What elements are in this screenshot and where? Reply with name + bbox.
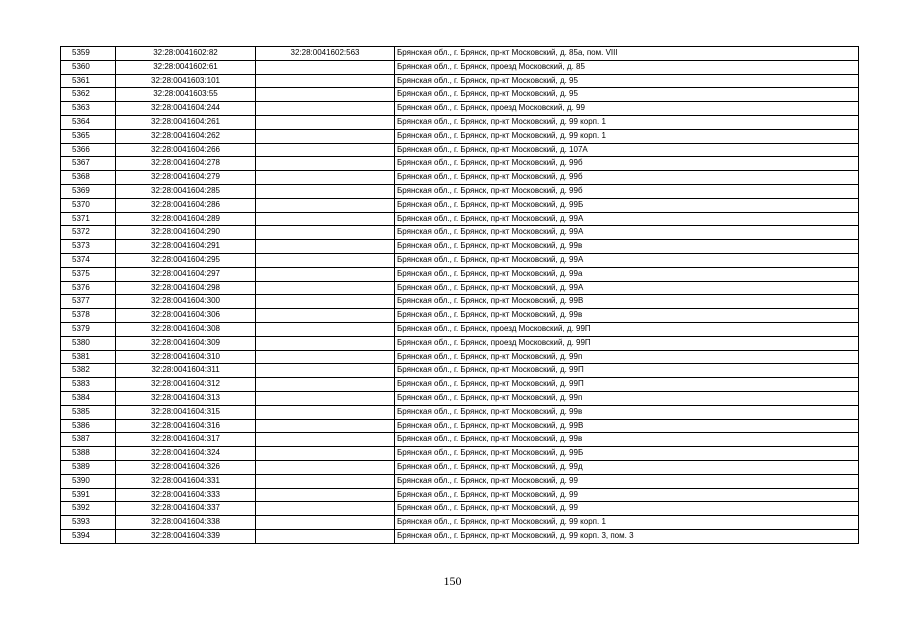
address-cell: Брянская обл., г. Брянск, проезд Московский, д. 85 bbox=[395, 60, 859, 74]
row-number-cell: 5377 bbox=[61, 295, 116, 309]
parent-cadastral-number-cell bbox=[256, 295, 395, 309]
row-number-cell: 5364 bbox=[61, 115, 116, 129]
address-cell: Брянская обл., г. Брянск, пр-кт Московский, д. 99в bbox=[395, 433, 859, 447]
parent-cadastral-number-cell bbox=[256, 143, 395, 157]
cadastral-number-cell: 32:28:0041604:306 bbox=[116, 309, 256, 323]
address-cell: Брянская обл., г. Брянск, пр-кт Московский, д. 99В bbox=[395, 419, 859, 433]
table-row bbox=[61, 322, 859, 336]
address-cell: Брянская обл., г. Брянск, пр-кт Московский, д. 95 bbox=[395, 88, 859, 102]
row-number-cell: 5359 bbox=[61, 47, 116, 61]
row-number-cell: 5391 bbox=[61, 488, 116, 502]
table-row bbox=[61, 253, 859, 267]
cadastral-number-cell: 32:28:0041604:313 bbox=[116, 391, 256, 405]
table-row bbox=[61, 350, 859, 364]
row-number-cell: 5380 bbox=[61, 336, 116, 350]
address-cell: Брянская обл., г. Брянск, пр-кт Московский, д. 95 bbox=[395, 74, 859, 88]
address-cell: Брянская обл., г. Брянск, пр-кт Московский, д. 99А bbox=[395, 253, 859, 267]
address-cell: Брянская обл., г. Брянск, пр-кт Московский, д. 99А bbox=[395, 212, 859, 226]
row-number-cell: 5384 bbox=[61, 391, 116, 405]
cadastral-number-cell: 32:28:0041603:101 bbox=[116, 74, 256, 88]
parent-cadastral-number-cell bbox=[256, 460, 395, 474]
cadastral-number-cell: 32:28:0041604:308 bbox=[116, 322, 256, 336]
parent-cadastral-number-cell bbox=[256, 474, 395, 488]
parent-cadastral-number-cell bbox=[256, 281, 395, 295]
registry-table-body bbox=[61, 47, 859, 544]
address-cell: Брянская обл., г. Брянск, пр-кт Московский, д. 99 корп. 1 bbox=[395, 115, 859, 129]
parent-cadastral-number-cell bbox=[256, 364, 395, 378]
cadastral-number-cell: 32:28:0041604:315 bbox=[116, 405, 256, 419]
parent-cadastral-number-cell bbox=[256, 88, 395, 102]
row-number-cell: 5387 bbox=[61, 433, 116, 447]
parent-cadastral-number-cell bbox=[256, 405, 395, 419]
row-number-cell: 5365 bbox=[61, 129, 116, 143]
parent-cadastral-number-cell bbox=[256, 60, 395, 74]
address-cell: Брянская обл., г. Брянск, пр-кт Московский, д. 99 bbox=[395, 502, 859, 516]
table-row bbox=[61, 171, 859, 185]
table-row bbox=[61, 474, 859, 488]
table-row bbox=[61, 88, 859, 102]
cadastral-number-cell: 32:28:0041604:311 bbox=[116, 364, 256, 378]
table-row bbox=[61, 267, 859, 281]
parent-cadastral-number-cell bbox=[256, 391, 395, 405]
cadastral-number-cell: 32:28:0041604:291 bbox=[116, 240, 256, 254]
cadastral-number-cell: 32:28:0041604:338 bbox=[116, 516, 256, 530]
address-cell: Брянская обл., г. Брянск, пр-кт Московский, д. 99Б bbox=[395, 447, 859, 461]
address-cell: Брянская обл., г. Брянск, пр-кт Московский, д. 99а bbox=[395, 267, 859, 281]
row-number-cell: 5392 bbox=[61, 502, 116, 516]
parent-cadastral-number-cell bbox=[256, 157, 395, 171]
row-number-cell: 5389 bbox=[61, 460, 116, 474]
parent-cadastral-number-cell bbox=[256, 502, 395, 516]
row-number-cell: 5371 bbox=[61, 212, 116, 226]
address-cell: Брянская обл., г. Брянск, проезд Московский, д. 99П bbox=[395, 322, 859, 336]
cadastral-number-cell: 32:28:0041604:289 bbox=[116, 212, 256, 226]
cadastral-number-cell: 32:28:0041604:286 bbox=[116, 198, 256, 212]
row-number-cell: 5382 bbox=[61, 364, 116, 378]
cadastral-number-cell: 32:28:0041604:298 bbox=[116, 281, 256, 295]
cadastral-number-cell: 32:28:0041604:279 bbox=[116, 171, 256, 185]
cadastral-number-cell: 32:28:0041604:317 bbox=[116, 433, 256, 447]
registry-table bbox=[60, 46, 859, 544]
parent-cadastral-number-cell bbox=[256, 74, 395, 88]
address-cell: Брянская обл., г. Брянск, пр-кт Московский, д. 99А bbox=[395, 226, 859, 240]
table-row bbox=[61, 516, 859, 530]
parent-cadastral-number-cell bbox=[256, 253, 395, 267]
row-number-cell: 5390 bbox=[61, 474, 116, 488]
cadastral-number-cell: 32:28:0041604:297 bbox=[116, 267, 256, 281]
row-number-cell: 5393 bbox=[61, 516, 116, 530]
cadastral-number-cell: 32:28:0041604:312 bbox=[116, 378, 256, 392]
address-cell: Брянская обл., г. Брянск, пр-кт Московский, д. 99 bbox=[395, 488, 859, 502]
address-cell: Брянская обл., г. Брянск, пр-кт Московский, д. 99 bbox=[395, 474, 859, 488]
cadastral-number-cell: 32:28:0041604:309 bbox=[116, 336, 256, 350]
page-number: 150 bbox=[443, 574, 462, 588]
table-row bbox=[61, 378, 859, 392]
parent-cadastral-number-cell bbox=[256, 322, 395, 336]
cadastral-number-cell: 32:28:0041604:244 bbox=[116, 102, 256, 116]
address-cell: Брянская обл., г. Брянск, пр-кт Московский, д. 99б bbox=[395, 171, 859, 185]
parent-cadastral-number-cell bbox=[256, 447, 395, 461]
parent-cadastral-number-cell bbox=[256, 378, 395, 392]
address-cell: Брянская обл., г. Брянск, пр-кт Московский, д. 99б bbox=[395, 184, 859, 198]
parent-cadastral-number-cell bbox=[256, 115, 395, 129]
parent-cadastral-number-cell bbox=[256, 516, 395, 530]
cadastral-number-cell: 32:28:0041604:295 bbox=[116, 253, 256, 267]
address-cell: Брянская обл., г. Брянск, пр-кт Московский, д. 99б bbox=[395, 157, 859, 171]
table-row bbox=[61, 129, 859, 143]
table-row bbox=[61, 198, 859, 212]
cadastral-number-cell: 32:28:0041604:326 bbox=[116, 460, 256, 474]
row-number-cell: 5366 bbox=[61, 143, 116, 157]
row-number-cell: 5360 bbox=[61, 60, 116, 74]
cadastral-number-cell: 32:28:0041604:339 bbox=[116, 529, 256, 543]
row-number-cell: 5375 bbox=[61, 267, 116, 281]
table-row bbox=[61, 447, 859, 461]
cadastral-number-cell: 32:28:0041604:290 bbox=[116, 226, 256, 240]
row-number-cell: 5374 bbox=[61, 253, 116, 267]
row-number-cell: 5373 bbox=[61, 240, 116, 254]
address-cell: Брянская обл., г. Брянск, пр-кт Московский, д. 99А bbox=[395, 281, 859, 295]
row-number-cell: 5362 bbox=[61, 88, 116, 102]
parent-cadastral-number-cell bbox=[256, 102, 395, 116]
cadastral-number-cell: 32:28:0041604:300 bbox=[116, 295, 256, 309]
address-cell: Брянская обл., г. Брянск, пр-кт Московский, д. 99П bbox=[395, 364, 859, 378]
row-number-cell: 5372 bbox=[61, 226, 116, 240]
table-row bbox=[61, 488, 859, 502]
address-cell: Брянская обл., г. Брянск, проезд Московский, д. 99П bbox=[395, 336, 859, 350]
address-cell: Брянская обл., г. Брянск, пр-кт Московский, д. 99в bbox=[395, 240, 859, 254]
address-cell: Брянская обл., г. Брянск, пр-кт Московский, д. 99В bbox=[395, 295, 859, 309]
table-row bbox=[61, 143, 859, 157]
row-number-cell: 5378 bbox=[61, 309, 116, 323]
parent-cadastral-number-cell bbox=[256, 240, 395, 254]
table-row bbox=[61, 336, 859, 350]
address-cell: Брянская обл., г. Брянск, проезд Московский, д. 99 bbox=[395, 102, 859, 116]
cadastral-number-cell: 32:28:0041604:316 bbox=[116, 419, 256, 433]
parent-cadastral-number-cell bbox=[256, 198, 395, 212]
cadastral-number-cell: 32:28:0041604:324 bbox=[116, 447, 256, 461]
address-cell: Брянская обл., г. Брянск, пр-кт Московский, д. 107А bbox=[395, 143, 859, 157]
parent-cadastral-number-cell bbox=[256, 226, 395, 240]
parent-cadastral-number-cell bbox=[256, 309, 395, 323]
address-cell: Брянская обл., г. Брянск, пр-кт Московский, д. 99в bbox=[395, 405, 859, 419]
row-number-cell: 5383 bbox=[61, 378, 116, 392]
table-row bbox=[61, 419, 859, 433]
parent-cadastral-number-cell: 32:28:0041602:563 bbox=[256, 47, 395, 61]
parent-cadastral-number-cell bbox=[256, 350, 395, 364]
table-row bbox=[61, 102, 859, 116]
row-number-cell: 5370 bbox=[61, 198, 116, 212]
table-row bbox=[61, 309, 859, 323]
row-number-cell: 5368 bbox=[61, 171, 116, 185]
cadastral-number-cell: 32:28:0041604:261 bbox=[116, 115, 256, 129]
cadastral-number-cell: 32:28:0041604:310 bbox=[116, 350, 256, 364]
table-row bbox=[61, 295, 859, 309]
address-cell: Брянская обл., г. Брянск, пр-кт Московский, д. 99 корп. 3, пом. 3 bbox=[395, 529, 859, 543]
table-row bbox=[61, 391, 859, 405]
address-cell: Брянская обл., г. Брянск, пр-кт Московский, д. 85а, пом. VIII bbox=[395, 47, 859, 61]
cadastral-number-cell: 32:28:0041604:285 bbox=[116, 184, 256, 198]
row-number-cell: 5379 bbox=[61, 322, 116, 336]
row-number-cell: 5394 bbox=[61, 529, 116, 543]
address-cell: Брянская обл., г. Брянск, пр-кт Московский, д. 99 корп. 1 bbox=[395, 129, 859, 143]
row-number-cell: 5361 bbox=[61, 74, 116, 88]
table-row bbox=[61, 115, 859, 129]
cadastral-number-cell: 32:28:0041602:61 bbox=[116, 60, 256, 74]
parent-cadastral-number-cell bbox=[256, 433, 395, 447]
parent-cadastral-number-cell bbox=[256, 212, 395, 226]
table-row bbox=[61, 281, 859, 295]
parent-cadastral-number-cell bbox=[256, 267, 395, 281]
parent-cadastral-number-cell bbox=[256, 336, 395, 350]
cadastral-number-cell: 32:28:0041603:55 bbox=[116, 88, 256, 102]
table-row bbox=[61, 60, 859, 74]
address-cell: Брянская обл., г. Брянск, пр-кт Московский, д. 99 корп. 1 bbox=[395, 516, 859, 530]
row-number-cell: 5363 bbox=[61, 102, 116, 116]
row-number-cell: 5381 bbox=[61, 350, 116, 364]
row-number-cell: 5386 bbox=[61, 419, 116, 433]
address-cell: Брянская обл., г. Брянск, пр-кт Московский, д. 99Б bbox=[395, 198, 859, 212]
cadastral-number-cell: 32:28:0041604:333 bbox=[116, 488, 256, 502]
row-number-cell: 5367 bbox=[61, 157, 116, 171]
parent-cadastral-number-cell bbox=[256, 419, 395, 433]
table-row bbox=[61, 502, 859, 516]
table-row bbox=[61, 157, 859, 171]
parent-cadastral-number-cell bbox=[256, 529, 395, 543]
parent-cadastral-number-cell bbox=[256, 488, 395, 502]
table-row bbox=[61, 529, 859, 543]
table-row bbox=[61, 212, 859, 226]
address-cell: Брянская обл., г. Брянск, пр-кт Московский, д. 99п bbox=[395, 391, 859, 405]
table-row bbox=[61, 364, 859, 378]
table-row bbox=[61, 460, 859, 474]
table-row bbox=[61, 74, 859, 88]
table-row bbox=[61, 405, 859, 419]
table-row bbox=[61, 226, 859, 240]
address-cell: Брянская обл., г. Брянск, пр-кт Московский, д. 99п bbox=[395, 350, 859, 364]
row-number-cell: 5385 bbox=[61, 405, 116, 419]
cadastral-number-cell: 32:28:0041604:262 bbox=[116, 129, 256, 143]
address-cell: Брянская обл., г. Брянск, пр-кт Московский, д. 99П bbox=[395, 378, 859, 392]
parent-cadastral-number-cell bbox=[256, 184, 395, 198]
cadastral-number-cell: 32:28:0041602:82 bbox=[116, 47, 256, 61]
cadastral-number-cell: 32:28:0041604:266 bbox=[116, 143, 256, 157]
row-number-cell: 5376 bbox=[61, 281, 116, 295]
table-row bbox=[61, 47, 859, 61]
table-row bbox=[61, 184, 859, 198]
row-number-cell: 5369 bbox=[61, 184, 116, 198]
parent-cadastral-number-cell bbox=[256, 129, 395, 143]
cadastral-number-cell: 32:28:0041604:337 bbox=[116, 502, 256, 516]
table-row bbox=[61, 240, 859, 254]
address-cell: Брянская обл., г. Брянск, пр-кт Московский, д. 99в bbox=[395, 309, 859, 323]
parent-cadastral-number-cell bbox=[256, 171, 395, 185]
table-row bbox=[61, 433, 859, 447]
address-cell: Брянская обл., г. Брянск, пр-кт Московский, д. 99д bbox=[395, 460, 859, 474]
row-number-cell: 5388 bbox=[61, 447, 116, 461]
cadastral-number-cell: 32:28:0041604:278 bbox=[116, 157, 256, 171]
cadastral-number-cell: 32:28:0041604:331 bbox=[116, 474, 256, 488]
